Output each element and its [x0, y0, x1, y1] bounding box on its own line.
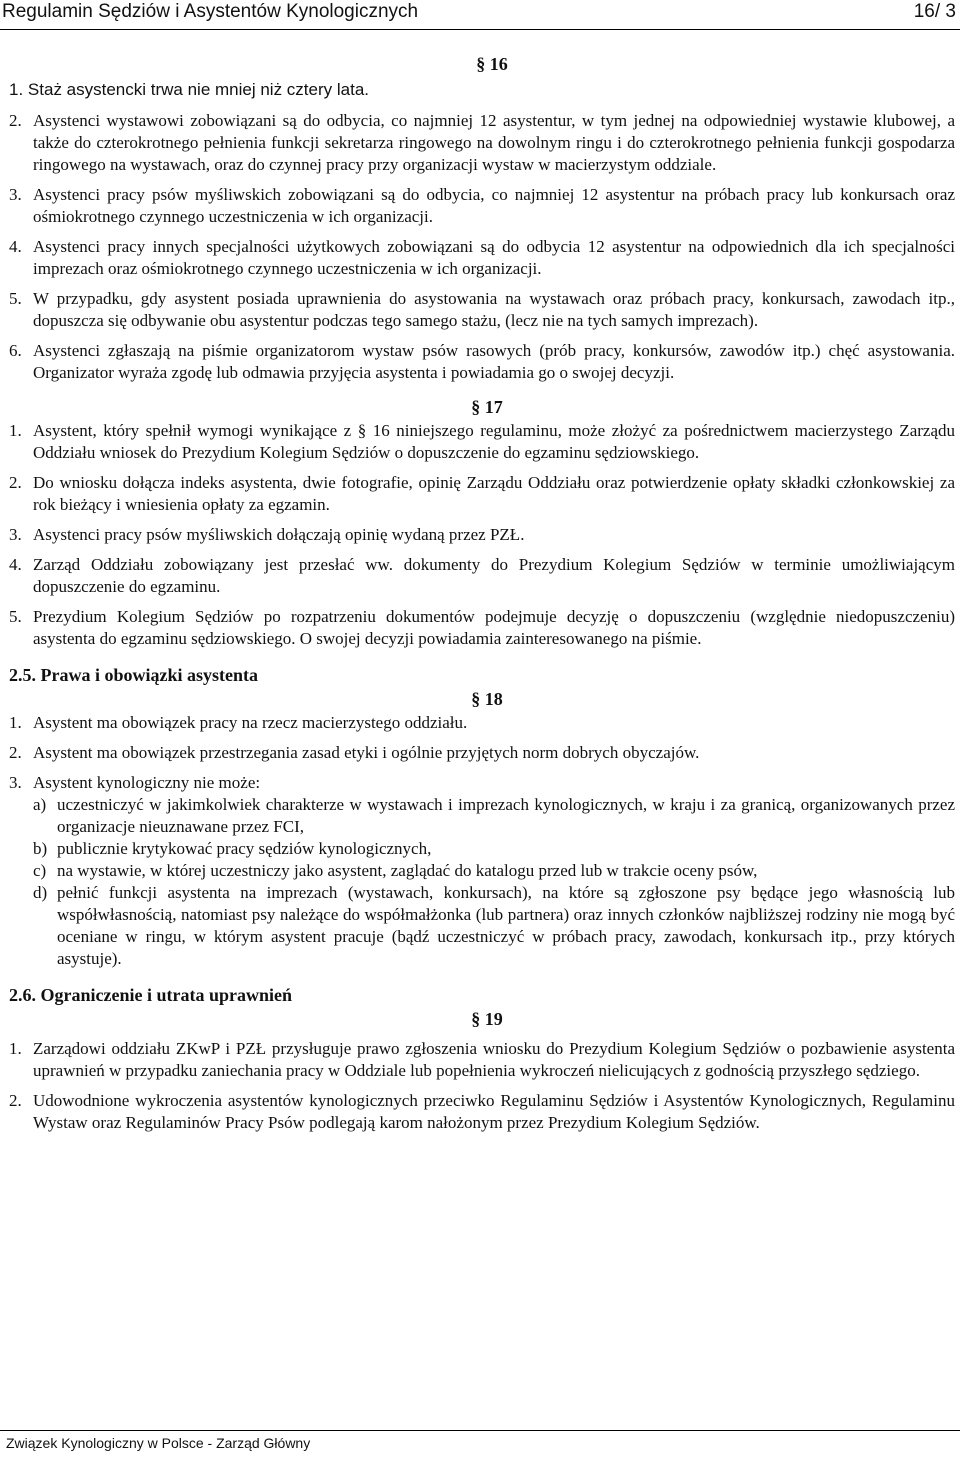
heading-2-6: 2.6. Ograniczenie i utrata uprawnień	[9, 985, 292, 1005]
list-item: b) publicznie krytykować pracy sędziów kynologicznych,	[33, 839, 432, 858]
paragraph-16-4: 4. Asystenci pracy innych specjalności użytkowych zobowiązani są do odbycia 12 asystentur na odpowiednich dla ich specjalności imprezach oraz ośmiokrotnego czynnego uczestniczenia w ich organizacji.	[9, 237, 955, 278]
document-title: Regulamin Sędziów i Asystentów Kynologicznych	[2, 1, 419, 22]
paragraph-17-3: 3. Asystenci pracy psów myśliwskich dołączają opinię wydaną przez PZŁ.	[9, 525, 525, 544]
section-17-heading	[9, 396, 955, 418]
paragraph-17-5: 5. Prezydium Kolegium Sędziów po rozpatrzeniu dokumentów podejmuje decyzję o dopuszczeniu (względnie niedopuszczeniu) asystenta do egzaminu sędziowskiego. O swojej decyzji powiadamia zainteresowanego na piśmie.	[9, 607, 955, 648]
list-item: d) pełnić funkcji asystenta na imprezach (wystawach, konkursach), na które są zgłoszone psy będące jego własnością lub współwłasnością, natomiast psy należące do współmałżonka (lub partnera) oraz innych członków najbliższej rodziny nie mogą być oceniane w ringu, w którym asystent pracuje (bądź uczestniczyć w próbach pracy, zawodach, konkursach itp., przy których asystuje).	[33, 883, 955, 968]
section-sign: §	[471, 1009, 481, 1029]
paragraph-16-1: 1. Staż asystencki trwa nie mniej niż cztery lata.	[9, 80, 369, 99]
paragraph-19-2: 2. Udowodnione wykroczenia asystentów kynologicznych przeciwko Regulaminu Sędziów i Asystentów Kynologicznych, Regulaminu Wystaw oraz Regulaminów Pracy Psów podlegają karom nałożonym przez Prezydium Kolegium Sędziów.	[9, 1091, 955, 1132]
paragraph-16-5: 5. W przypadku, gdy asystent posiada uprawnienia do asystowania na wystawach oraz próbach pracy, konkursach, zawodach itp., dopuszcza się odbywanie obu asystentur podczas tego samego stażu, (lecz nie na tych samych imprezach).	[9, 289, 955, 330]
section-sign: §	[476, 54, 486, 74]
paragraph-18-1: 1. Asystent ma obowiązek pracy na rzecz macierzystego oddziału.	[9, 713, 468, 732]
paragraph-17-2: 2. Do wniosku dołącza indeks asystenta, dwie fotografie, opinię Zarządu Oddziału oraz potwierdzenie opłaty składki członkowskiej za rok bieżący i wniesienia opłaty za egzamin.	[9, 473, 955, 514]
section-sign: §	[471, 397, 481, 417]
paragraph-17-4: 4. Zarząd Oddziału zobowiązany jest przesłać ww. dokumenty do Prezydium Kolegium Sędziów w terminie umożliwiającym dopuszczenie do egzaminu.	[9, 555, 955, 596]
paragraph-16-3: 3. Asystenci pracy psów myśliwskich zobowiązani są do odbycia, co najmniej 12 asystentur na próbach pracy lub konkursach oraz ośmiokrotnego czynnego uczestniczenia w ich organizacji.	[9, 185, 955, 226]
paragraph-18-3: 3. Asystent kynologiczny nie może:	[9, 773, 261, 792]
paragraph-16-6: 6. Asystenci zgłaszają na piśmie organizatorom wystaw psów rasowych (prób pracy, konkursów, zawodów itp.) chęć asystowania. Organizator wyraża zgodę lub odmawia przyjęcia asystenta i powiadamia go o swojej decyzji.	[9, 341, 955, 382]
page-footer	[0, 1430, 960, 1457]
section-number: 16	[489, 54, 508, 74]
page-number: 16/ 3	[913, 1, 956, 22]
section-number: 17	[484, 397, 503, 417]
paragraph-19-1: 1. Zarządowi oddziału ZKwP i PZŁ przysługuje prawo zgłoszenia wniosku do Prezydium Kolegium Sędziów o pozbawienie asystenta uprawnień w przypadku zaniechania pracy w Oddziale lub popełnienia wykroczeń nielicujących z godnością przyszłego sędziego.	[9, 1039, 955, 1080]
section-sign: §	[471, 689, 481, 709]
paragraph-18-3-list	[33, 794, 955, 970]
paragraph-18-2: 2. Asystent ma obowiązek przestrzegania zasad etyki i ogólnie przyjętych norm dobrych obyczajów.	[9, 743, 700, 762]
section-19-heading	[9, 1008, 955, 1030]
heading-2-5: 2.5. Prawa i obowiązki asystenta	[9, 665, 258, 685]
paragraph-16-2: 2. Asystenci wystawowi zobowiązani są do odbycia, co najmniej 12 asystentur, w tym jednej na odpowiedniej wystawie klubowej, a także do czterokrotnego pełnienia funkcji sekretarza ringowego na dowolnym ringu i do czterokrotnego pełnienia funkcji gospodarza ringowego na wystawach, oraz do czynnej pracy przy organizacji wystaw w macierzystym oddziale.	[9, 111, 955, 174]
section-number: 18	[484, 689, 503, 709]
list-item: a) uczestniczyć w jakimkolwiek charakterze w wystawach i imprezach kynologicznych, w kraju i za granicą, organizowanych przez organizacje nieuznawane przez FCI,	[33, 795, 955, 836]
section-16-heading	[9, 53, 960, 75]
footer-rule	[0, 1430, 960, 1431]
document-flow	[9, 110, 955, 1142]
section-number: 19	[484, 1009, 503, 1029]
footer-text: Związek Kynologiczny w Polsce - Zarząd Główny	[6, 1435, 311, 1451]
page-header	[0, 0, 960, 30]
section-18-heading	[9, 688, 955, 710]
header-rule	[0, 29, 960, 30]
paragraph-17-1: 1. Asystent, który spełnił wymogi wynikające z § 16 niniejszego regulaminu, może złożyć za pośrednictwem macierzystego Zarządu Oddziału wniosek do Prezydium Kolegium Sędziów o dopuszczenie do egzaminu sędziowskiego.	[9, 421, 955, 462]
list-item: c) na wystawie, w której uczestniczy jako asystent, zaglądać do katalogu przed lub w trakcie oceny psów,	[33, 861, 758, 880]
